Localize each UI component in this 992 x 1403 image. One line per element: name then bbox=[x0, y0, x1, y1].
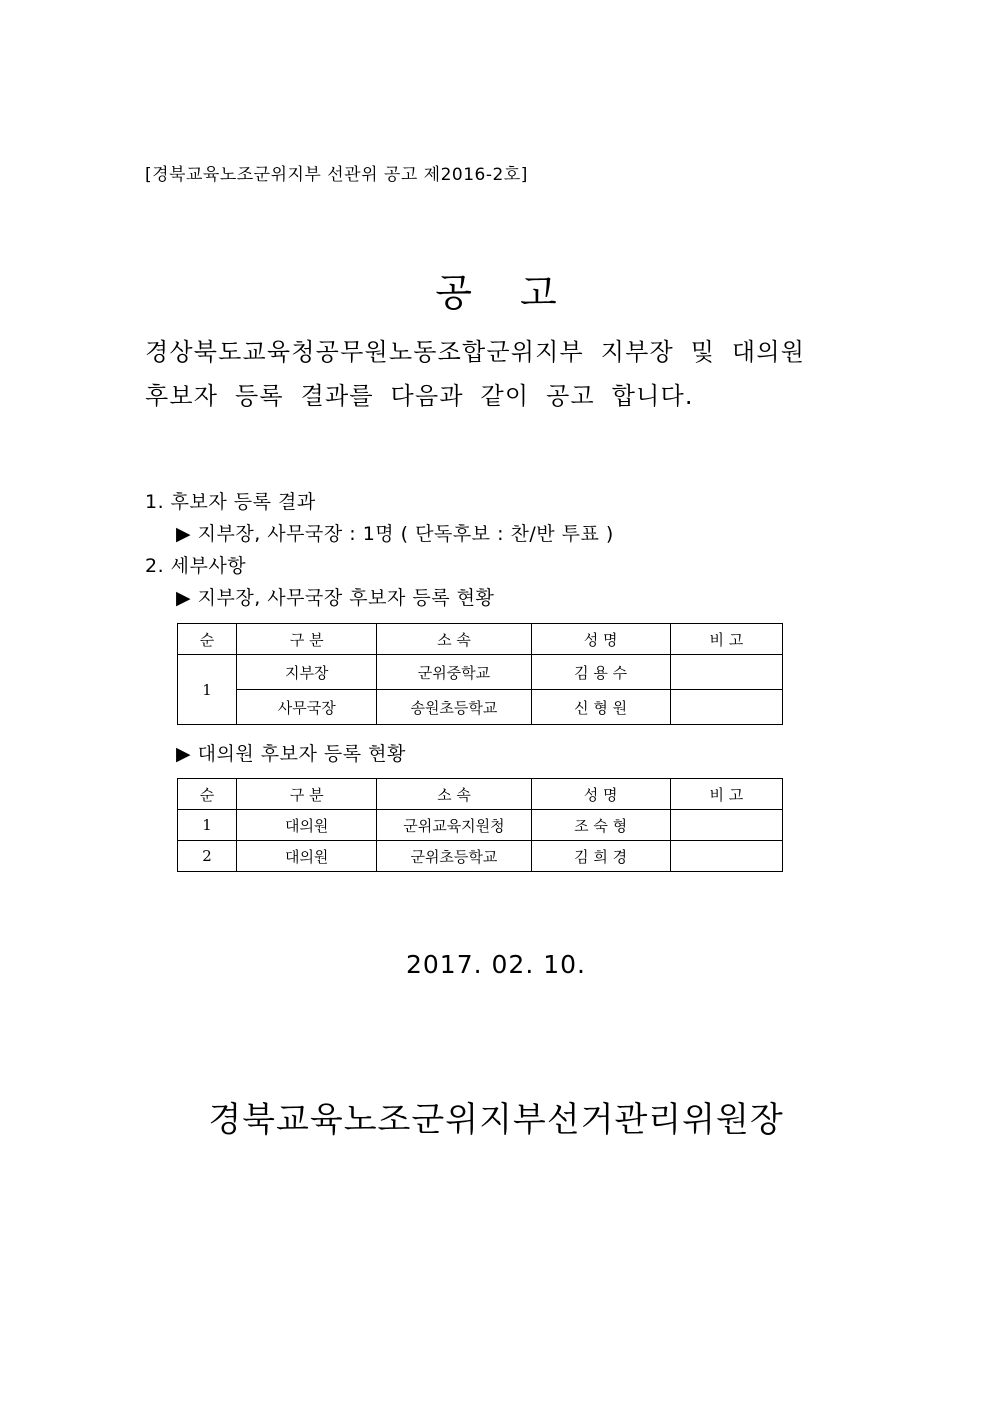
cell-affiliation: 군위초등학교 bbox=[377, 841, 531, 872]
cell-name: 신 형 원 bbox=[531, 690, 670, 725]
cell-affiliation: 송원초등학교 bbox=[377, 690, 531, 725]
intro-line-2: 후보자 등록 결과를 다음과 같이 공고 합니다. bbox=[145, 382, 694, 410]
signature-line: 경북교육노조군위지부선거관리위원장 bbox=[208, 1100, 784, 1140]
section-2-heading: 2. 세부사항 bbox=[145, 555, 247, 577]
cell-note bbox=[670, 690, 782, 725]
cell-name: 조 숙 형 bbox=[531, 810, 670, 841]
cell-no: 2 bbox=[178, 841, 237, 872]
cell-category: 사무국장 bbox=[237, 690, 377, 725]
notice-date: 2017. 02. 10. bbox=[406, 950, 586, 979]
cell-no: 1 bbox=[178, 810, 237, 841]
delegate-candidates-table bbox=[177, 778, 783, 872]
cell-note bbox=[670, 655, 782, 690]
header-affiliation: 소 속 bbox=[377, 624, 531, 655]
cell-name: 김 희 경 bbox=[531, 841, 670, 872]
header-affiliation: 소 속 bbox=[377, 779, 531, 810]
table-row bbox=[178, 810, 783, 841]
officer-table-caption: ▶ 지부장, 사무국장 후보자 등록 현황 bbox=[176, 587, 495, 609]
cell-no: 1 bbox=[178, 655, 237, 725]
table-row bbox=[178, 841, 783, 872]
section-1-bullet: ▶ 지부장, 사무국장 : 1명 ( 단독후보 : 찬/반 투표 ) bbox=[176, 523, 614, 545]
table-header-row bbox=[178, 624, 783, 655]
header-category: 구 분 bbox=[237, 624, 377, 655]
header-name: 성 명 bbox=[531, 624, 670, 655]
table-row bbox=[178, 690, 783, 725]
cell-affiliation: 군위교육지원청 bbox=[377, 810, 531, 841]
cell-name: 김 용 수 bbox=[531, 655, 670, 690]
page-title: 공 고 bbox=[435, 271, 557, 315]
table-header-row bbox=[178, 779, 783, 810]
header-no: 순 bbox=[178, 624, 237, 655]
header-note: 비 고 bbox=[670, 779, 782, 810]
header-note: 비 고 bbox=[670, 624, 782, 655]
table-row bbox=[178, 655, 783, 690]
cell-note bbox=[670, 841, 782, 872]
notice-number: [경북교육노조군위지부 선관위 공고 제2016-2호] bbox=[145, 165, 528, 185]
delegate-table-caption: ▶ 대의원 후보자 등록 현황 bbox=[176, 743, 406, 765]
cell-category: 지부장 bbox=[237, 655, 377, 690]
header-no: 순 bbox=[178, 779, 237, 810]
intro-paragraph bbox=[145, 330, 805, 418]
cell-affiliation: 군위중학교 bbox=[377, 655, 531, 690]
cell-note bbox=[670, 810, 782, 841]
header-name: 성 명 bbox=[531, 779, 670, 810]
section-1-heading: 1. 후보자 등록 결과 bbox=[145, 491, 316, 513]
intro-line-1: 경상북도교육청공무원노동조합군위지부 지부장 및 대의원 bbox=[145, 338, 806, 366]
cell-category: 대의원 bbox=[237, 810, 377, 841]
header-category: 구 분 bbox=[237, 779, 377, 810]
officer-candidates-table bbox=[177, 623, 783, 725]
cell-category: 대의원 bbox=[237, 841, 377, 872]
